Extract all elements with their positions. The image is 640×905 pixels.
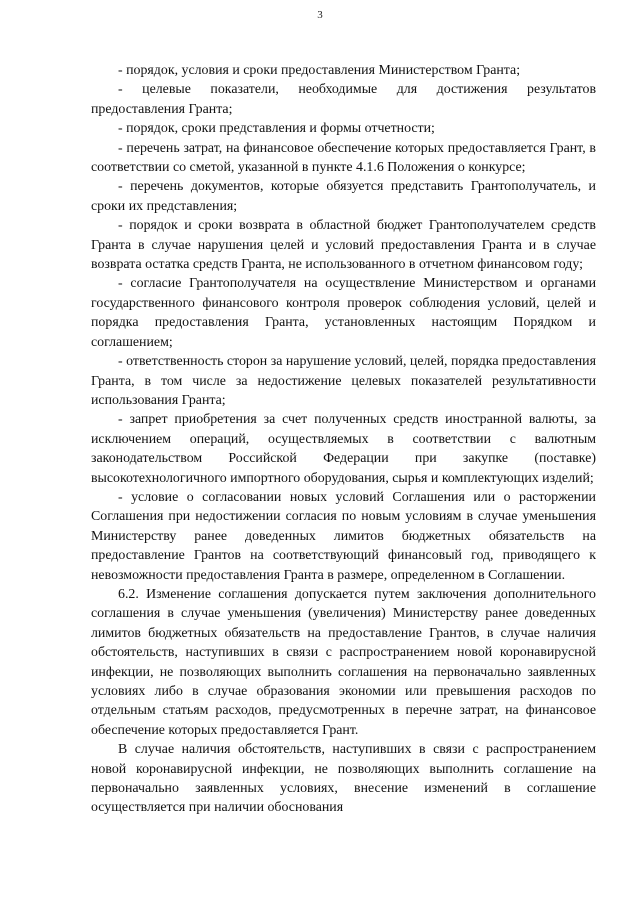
- paragraph-7: - согласие Грантополучателя на осуществление Министерством и органами государственного финансового контроля проверок соблюдения условий, целей и порядка предоставления Гранта, установленных настоящим Порядком и соглашением;: [91, 276, 596, 350]
- paragraph-6: - порядок и сроки возврата в областной бюджет Грантополучателем средств Гранта в случае нарушения целей и условий предоставления Гранта и в случае возврата остатка средств Гранта, не использованного в отчетном финансовом году;: [91, 218, 596, 273]
- paragraph-9: - запрет приобретения за счет полученных средств иностранной валюты, за исключением операций, осуществляемых в соответствии с валютным законодательством Российской Федерации при закупке (поставке) высокотехнологичного импортного оборудования, сырья и комплектующих изделий;: [91, 412, 596, 486]
- document-body: [91, 61, 596, 818]
- paragraph-4: - перечень затрат, на финансовое обеспечение которых предоставляется Грант, в соответствии со сметой, указанной в пункте 4.1.6 Положения о конкурсе;: [91, 140, 596, 176]
- page-number: 3: [317, 9, 323, 21]
- paragraph-1: - порядок, условия и сроки предоставления Министерством Гранта;: [118, 63, 521, 78]
- paragraph-11: 6.2. Изменение соглашения допускается путем заключения дополнительного соглашения в случае уменьшения (увеличения) Министерству ранее доведенных лимитов бюджетных обязательств на предоставление Грантов, в случае наличия обстоятельств, наступивших в связи с распространением новой коронавирусной инфекции, не позволяющих выполнить соглашения на первоначально заявленных условиях либо в случае образования экономии или превышения расходов по отдельным статьям расходов, предусмотренных в перечне затрат, на финансовое обеспечение которых предоставляется Грант.: [91, 586, 596, 738]
- paragraph-3: - порядок, сроки представления и формы отчетности;: [118, 121, 435, 137]
- paragraph-5: - перечень документов, которые обязуется представить Грантополучатель, и сроки их представления;: [91, 179, 596, 214]
- paragraph-8: - ответственность сторон за нарушение условий, целей, порядка предоставления Гранта, в том числе за недостижение целевых показателей результативности использования Гранта;: [91, 354, 596, 408]
- paragraph-2: - целевые показатели, необходимые для достижения результатов предоставления Гранта;: [91, 82, 596, 117]
- paragraph-12: В случае наличия обстоятельств, наступивших в связи с распространением новой коронавирусной инфекции, не позволяющих выполнить соглашение на первоначально заявленных условиях, внесение изменений в соглашение осуществляется при наличии обоснования: [91, 742, 596, 816]
- paragraph-10: - условие о согласовании новых условий Соглашения или о расторжении Соглашения при недостижении согласия по новым условиям в случае уменьшения Министерству ранее доведенных лимитов бюджетных обязательств на предоставление Грантов на соответствующий финансовый год, приводящего к невозможности предоставления Гранта в размере, определенном в Соглашении.: [91, 489, 596, 583]
